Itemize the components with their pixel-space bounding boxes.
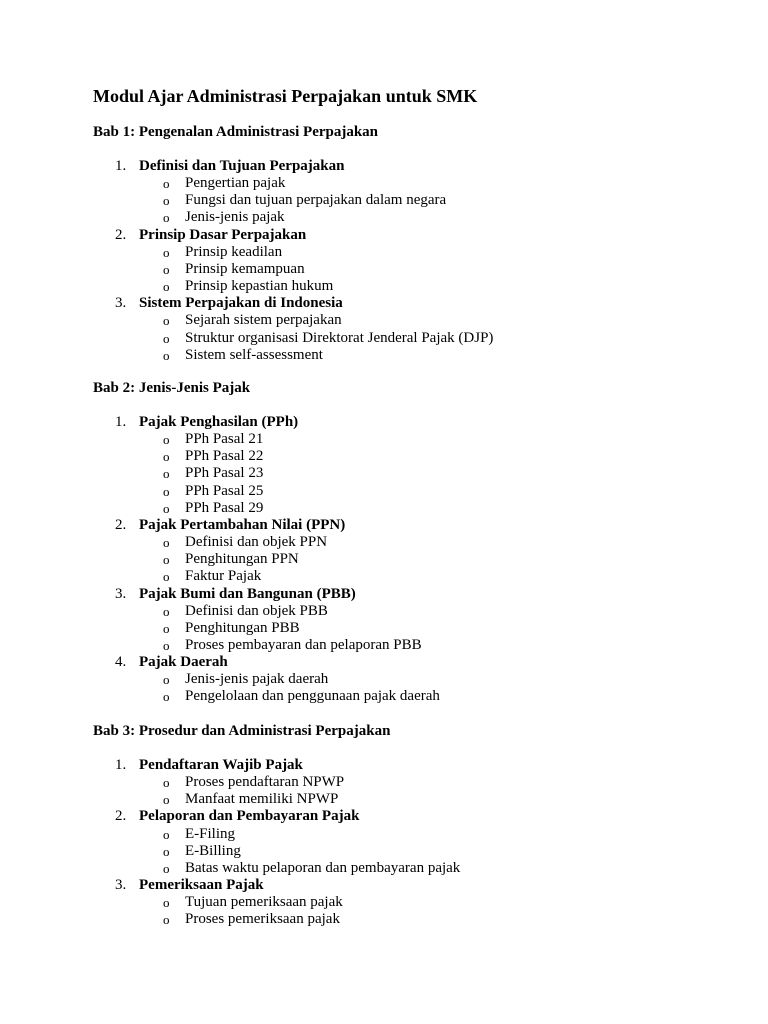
- circle-bullet-icon: o: [163, 347, 170, 363]
- section-number: 3.: [115, 585, 127, 602]
- circle-bullet-icon: o: [163, 244, 170, 260]
- list-item-label: Proses pembayaran dan pelaporan PBB: [185, 636, 422, 653]
- circle-bullet-icon: o: [163, 432, 170, 448]
- list-item-label: Sistem self-assessment: [185, 346, 323, 363]
- list-item-label: Jenis-jenis pajak daerah: [185, 671, 329, 688]
- list-item-label: Tujuan pemeriksaan pajak: [185, 894, 343, 911]
- circle-bullet-icon: o: [163, 330, 170, 346]
- list-item-label: E-Billing: [185, 842, 241, 859]
- section-label: Pajak Pertambahan Nilai (PPN): [139, 516, 346, 533]
- section-number: 2.: [115, 808, 127, 825]
- chapter-title: Bab 2: Jenis-Jenis Pajak: [93, 380, 251, 396]
- circle-bullet-icon: o: [163, 261, 170, 277]
- circle-bullet-icon: o: [163, 449, 170, 465]
- list-item-label: Penghitungan PPN: [185, 551, 299, 568]
- circle-bullet-icon: o: [163, 552, 170, 568]
- chapter-title: Bab 1: Pengenalan Administrasi Perpajakan: [93, 124, 379, 140]
- section-number: 2.: [115, 226, 127, 243]
- list-item-label: PPh Pasal 29: [185, 499, 264, 516]
- circle-bullet-icon: o: [163, 210, 170, 226]
- list-item-label: Penghitungan PBB: [185, 619, 300, 636]
- circle-bullet-icon: o: [163, 620, 170, 636]
- list-item-label: Struktur organisasi Direktorat Jenderal Pajak (DJP): [185, 329, 494, 346]
- list-item-label: Fungsi dan tujuan perpajakan dalam negara: [185, 192, 447, 209]
- circle-bullet-icon: o: [163, 637, 170, 653]
- circle-bullet-icon: o: [163, 466, 170, 482]
- list-item-label: PPh Pasal 23: [185, 465, 264, 482]
- list-item-label: Definisi dan objek PPN: [185, 534, 328, 551]
- circle-bullet-icon: o: [163, 483, 170, 499]
- circle-bullet-icon: o: [163, 826, 170, 842]
- section-number: 3.: [115, 877, 127, 894]
- list-item-label: Prinsip kemampuan: [185, 260, 305, 277]
- list-item-label: Definisi dan objek PBB: [185, 602, 328, 619]
- section-label: Pelaporan dan Pembayaran Pajak: [139, 808, 360, 825]
- circle-bullet-icon: o: [163, 279, 170, 295]
- list-item-label: Batas waktu pelaporan dan pembayaran pajak: [185, 859, 461, 876]
- circle-bullet-icon: o: [163, 569, 170, 585]
- circle-bullet-icon: o: [163, 792, 170, 808]
- section-label: Prinsip Dasar Perpajakan: [139, 226, 307, 243]
- list-item-label: Proses pemeriksaan pajak: [185, 911, 340, 928]
- circle-bullet-icon: o: [163, 860, 170, 876]
- section-number: 1.: [115, 414, 127, 430]
- section-label: Pajak Penghasilan (PPh): [139, 414, 299, 430]
- list-item-label: Prinsip keadilan: [185, 243, 283, 260]
- circle-bullet-icon: o: [163, 843, 170, 859]
- list-item-label: E-Filing: [185, 825, 236, 842]
- section-number: 4.: [115, 654, 127, 671]
- list-item-label: Pengelolaan dan penggunaan pajak daerah: [185, 688, 440, 705]
- circle-bullet-icon: o: [163, 535, 170, 551]
- section-label: Pemeriksaan Pajak: [139, 877, 264, 894]
- circle-bullet-icon: o: [163, 176, 170, 192]
- circle-bullet-icon: o: [163, 500, 170, 516]
- list-item-label: Manfaat memiliki NPWP: [185, 791, 339, 808]
- circle-bullet-icon: o: [163, 672, 170, 688]
- list-item-label: Sejarah sistem perpajakan: [185, 312, 342, 329]
- section-number: 3.: [115, 295, 127, 312]
- list-item-label: PPh Pasal 25: [185, 482, 264, 499]
- list-item-label: Proses pendaftaran NPWP: [185, 774, 345, 791]
- circle-bullet-icon: o: [163, 689, 170, 705]
- circle-bullet-icon: o: [163, 912, 170, 928]
- section-number: 1.: [115, 757, 127, 773]
- circle-bullet-icon: o: [163, 313, 170, 329]
- section-label: Pendaftaran Wajib Pajak: [139, 757, 303, 773]
- section-number: 2.: [115, 516, 127, 533]
- list-item-label: PPh Pasal 22: [185, 448, 264, 465]
- circle-bullet-icon: o: [163, 193, 170, 209]
- section-number: 1.: [115, 158, 127, 174]
- circle-bullet-icon: o: [163, 775, 170, 791]
- section-label: Definisi dan Tujuan Perpajakan: [139, 158, 345, 174]
- list-item-label: Prinsip kepastian hukum: [185, 278, 334, 295]
- section-label: Pajak Daerah: [139, 654, 228, 671]
- circle-bullet-icon: o: [163, 603, 170, 619]
- section-label: Pajak Bumi dan Bangunan (PBB): [139, 585, 356, 602]
- list-item-label: Jenis-jenis pajak: [185, 209, 285, 226]
- section-label: Sistem Perpajakan di Indonesia: [139, 295, 343, 312]
- list-item-label: Faktur Pajak: [185, 568, 262, 585]
- list-item-label: Pengertian pajak: [185, 175, 286, 192]
- list-item-label: PPh Pasal 21: [185, 431, 264, 448]
- document-title: Modul Ajar Administrasi Perpajakan untuk SMK: [93, 86, 478, 106]
- chapter-title: Bab 3: Prosedur dan Administrasi Perpajakan: [93, 723, 391, 739]
- circle-bullet-icon: o: [163, 895, 170, 911]
